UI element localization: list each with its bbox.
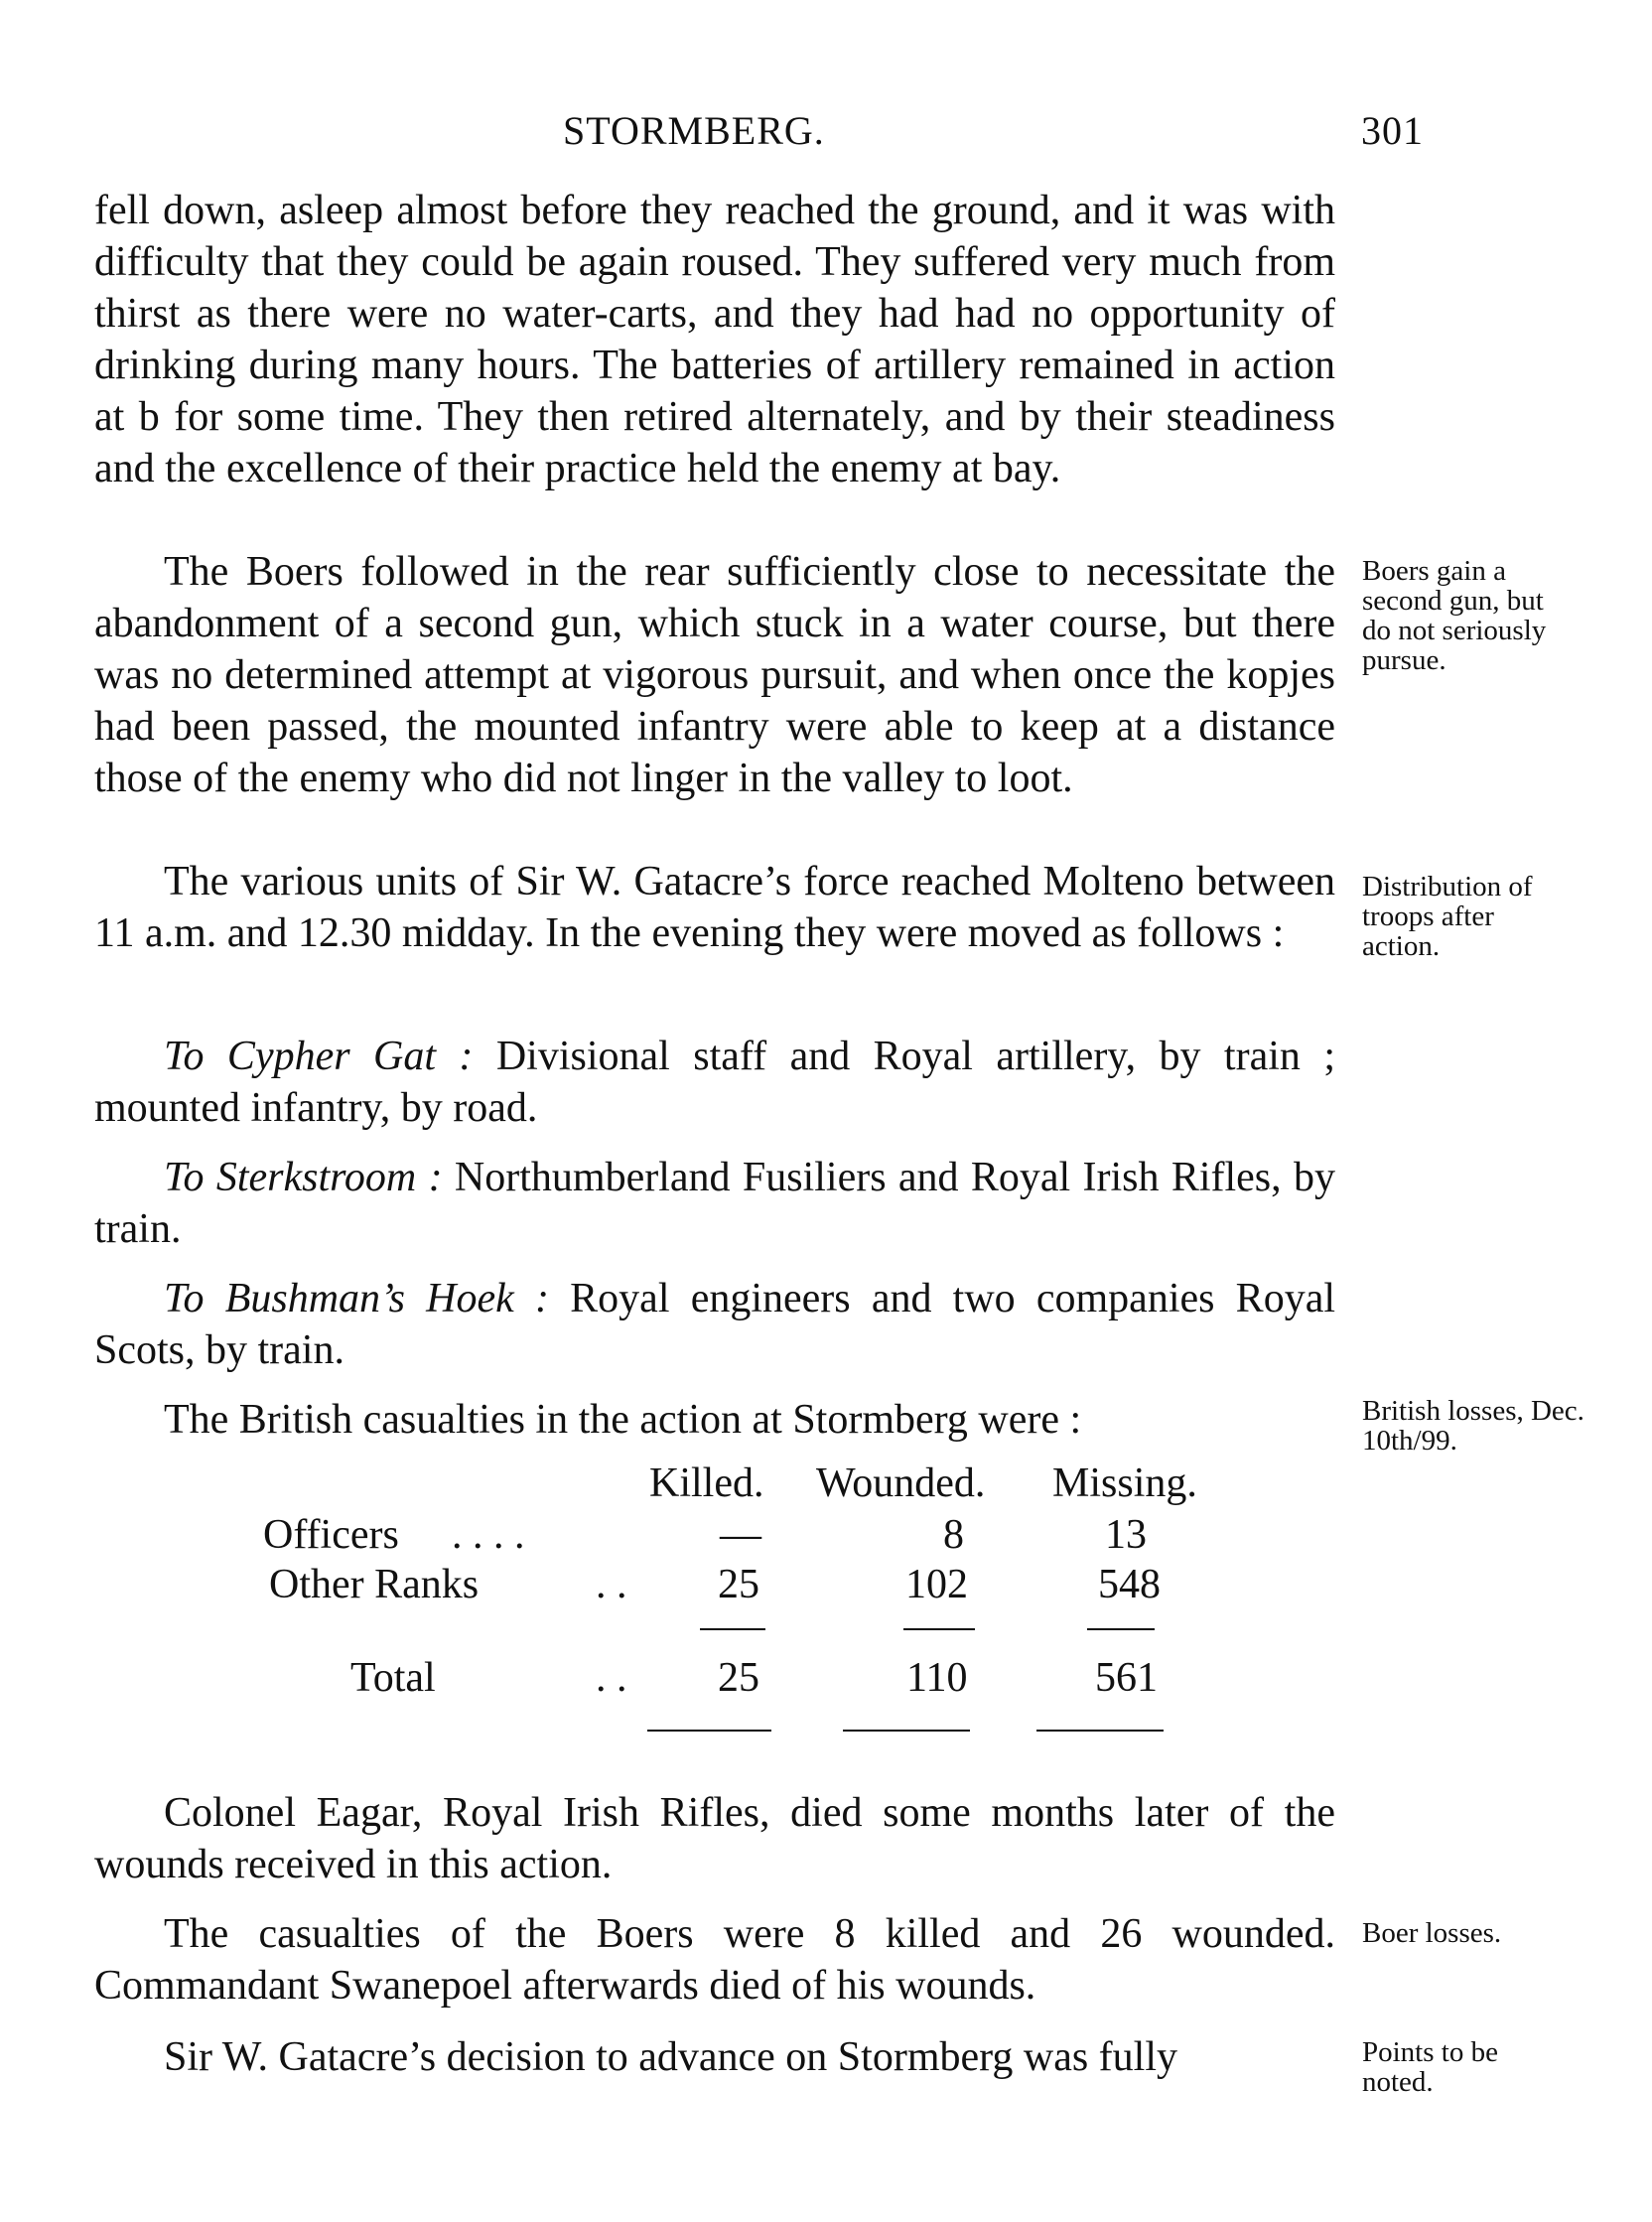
paragraph-7	[94, 2031, 1335, 2083]
officers-wounded: 8	[943, 1512, 964, 1558]
paragraph-2-text: The Boers followed in the rear sufficiently close to necessitate the abandonment of a second gun, which stuck in a water course, but there was no determined attempt at vigorous pursuit, and when once the kopjes had been passed, the mounted infantry were able to keep at a distance those of the enemy who did not linger in the valley to loot.	[94, 549, 1335, 801]
paragraph-3-text: The various units of Sir W. Gatacre’s force reached Molteno between 11 a.m. and 12.30 midday. In the evening they were moved as follows :	[94, 859, 1335, 956]
total-rule-wounded	[843, 1730, 970, 1732]
movement-bushmans-hoek	[94, 1273, 1335, 1376]
paragraph-3	[94, 856, 1335, 959]
margin-note-distribution: Distribution of troops after action.	[1362, 871, 1533, 962]
total-missing: 561	[1095, 1655, 1158, 1701]
column-header-missing: Missing.	[1052, 1460, 1197, 1506]
page-number: 301	[1361, 108, 1424, 153]
destination-sterkstroom: To Sterkstroom :	[164, 1155, 443, 1200]
paragraph-6-text: The casualties of the Boers were 8 killed and 26 wounded. Commandant Swanepoel afterwards died of his wounds.	[94, 1911, 1335, 2009]
movement-cypher-gat	[94, 1031, 1335, 1134]
movement-sterkstroom	[94, 1152, 1335, 1255]
officers-missing: 13	[1105, 1512, 1147, 1558]
total-rule-killed	[647, 1730, 771, 1732]
destination-bushmans-hoek: To Bushman’s Hoek :	[164, 1276, 549, 1321]
subtotal-rule-killed	[700, 1628, 765, 1630]
margin-note-points: Points to be noted.	[1362, 2036, 1498, 2098]
row-dots-other-ranks: . .	[596, 1562, 627, 1607]
page-header	[94, 107, 1424, 157]
row-dots-officers: . . . .	[452, 1512, 525, 1558]
paragraph-1-text: fell down, asleep almost before they reached the ground, and it was with difficulty that they could be again roused. They suffered very much from thirst as there were no water-carts, and they had had no opportunity of drinking during many hours. The batteries of artillery remained in action at b for some time. They then retired alternately, and by their steadiness and the excellence of their practice held the enemy at bay.	[94, 188, 1335, 491]
paragraph-4	[94, 1394, 1335, 1446]
column-header-killed: Killed.	[649, 1460, 764, 1506]
other-ranks-killed: 25	[718, 1562, 759, 1607]
paragraph-1	[94, 185, 1335, 494]
total-killed: 25	[718, 1655, 759, 1701]
row-label-total: Total	[350, 1655, 436, 1701]
movement-sterkstroom-text: Northumberland Fusiliers and Royal Irish Rifles, by train.	[94, 1155, 1335, 1252]
running-title: STORMBERG.	[563, 108, 825, 153]
paragraph-5-text: Colonel Eagar, Royal Irish Rifles, died some months later of the wounds received in this action.	[94, 1790, 1335, 1887]
paragraph-5	[94, 1787, 1335, 1890]
movement-cypher-gat-text: Divisional staff and Royal artillery, by train ; mounted infantry, by road.	[94, 1034, 1335, 1131]
margin-note-boers-gain: Boers gain a second gun, but do not seriously pursue.	[1362, 555, 1547, 676]
other-ranks-wounded: 102	[905, 1562, 968, 1607]
row-label-officers: Officers	[263, 1512, 399, 1558]
total-rule-missing	[1036, 1730, 1164, 1732]
movement-bushmans-hoek-text: Royal engineers and two companies Royal Scots, by train.	[94, 1276, 1335, 1373]
column-header-wounded: Wounded.	[816, 1460, 986, 1506]
row-label-other-ranks: Other Ranks	[269, 1562, 480, 1607]
paragraph-4-text: The British casualties in the action at Stormberg were :	[164, 1397, 1082, 1443]
row-dots-total: . .	[596, 1655, 627, 1701]
margin-note-boer-losses: Boer losses.	[1362, 1917, 1502, 1949]
total-wounded: 110	[906, 1655, 968, 1701]
destination-cypher-gat: To Cypher Gat :	[164, 1034, 474, 1079]
officers-killed: —	[720, 1512, 761, 1558]
paragraph-7-text: Sir W. Gatacre’s decision to advance on Stormberg was fully	[164, 2034, 1178, 2080]
other-ranks-missing: 548	[1098, 1562, 1161, 1607]
paragraph-6	[94, 1908, 1335, 2012]
subtotal-rule-wounded	[903, 1628, 975, 1630]
subtotal-rule-missing	[1087, 1628, 1155, 1630]
margin-note-british-losses: British losses, Dec. 10th/99.	[1362, 1395, 1584, 1457]
paragraph-2	[94, 546, 1335, 804]
